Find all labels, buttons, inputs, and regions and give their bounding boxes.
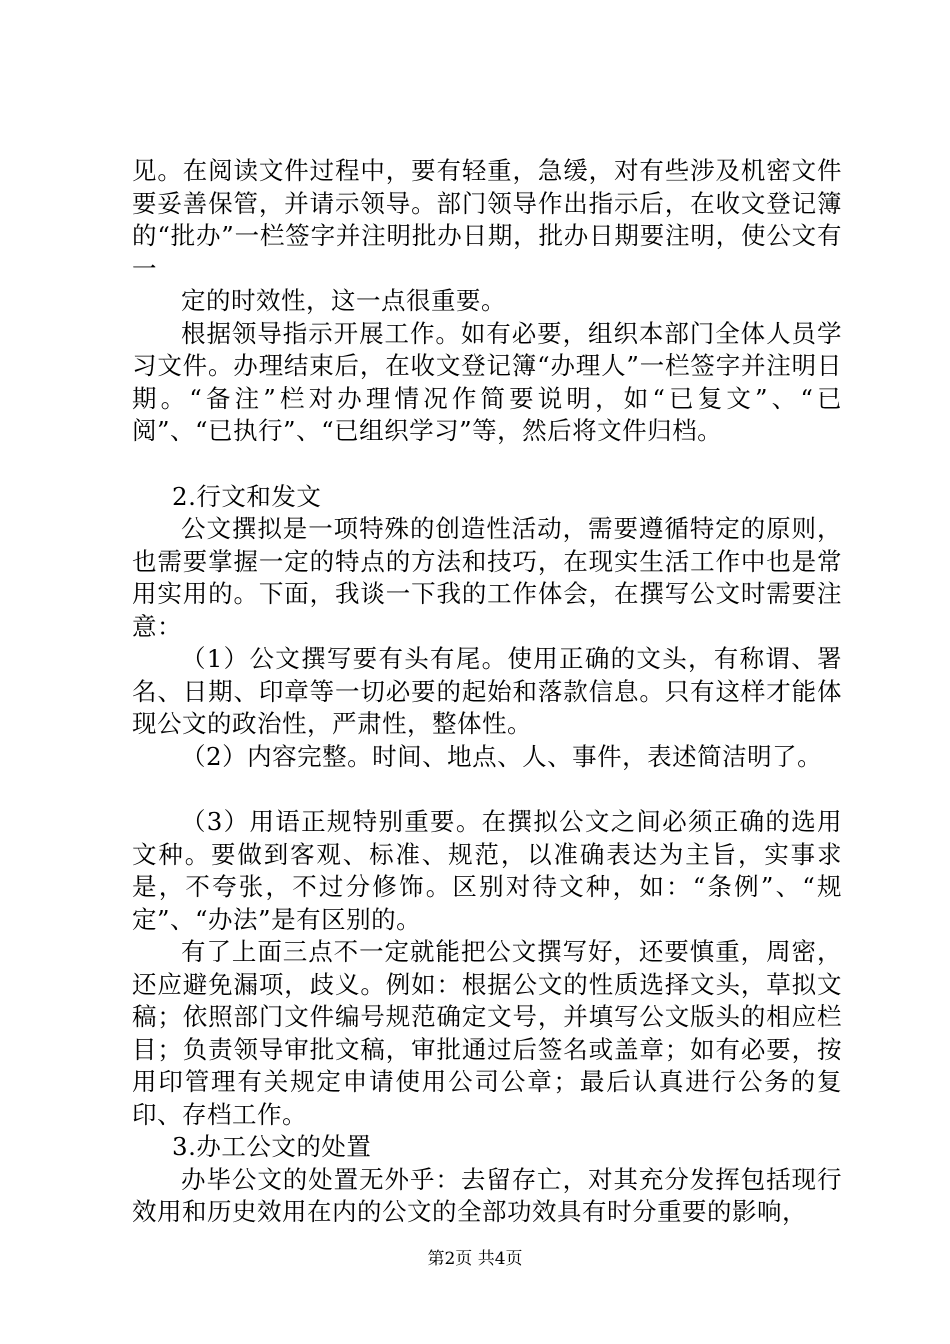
section-heading-2: 2.行文和发文 [172, 481, 322, 511]
paragraph-continuation-2: 定的时效性，这一点很重要。 [181, 286, 506, 315]
paragraph-leader-instructions: 根据领导指示开展工作。如有必要，组织本部门全体人员学习文件。办理结束后，在收文登记簿“办理人”一栏签字并注明日期。“备注”栏对办理情况作简要说明，如“已复文”、“已阅”、“已执行”、“已组织学习”等，然后将文件归档。 [132, 318, 842, 445]
paragraph-point-2: （2）内容完整。时间、地点、人、事件，表述简洁明了。 [181, 741, 823, 771]
page-number-footer: 第2页 共4页 [427, 1249, 523, 1269]
paragraph-disposal: 办毕公文的处置无外乎：去留存亡，对其充分发挥包括现行效用和历史效用在内的公文的全部功效具有时分重要的影响， [132, 1164, 842, 1226]
body-text [132, 155, 842, 1229]
paragraph-point-1: （1）公文撰写要有头有尾。使用正确的文头，有称谓、署名、日期、印章等一切必要的起始和落款信息。只有这样才能体现公文的政治性，严肃性，整体性。 [132, 644, 842, 738]
paragraph-drafting-summary: 有了上面三点不一定就能把公文撰写好，还要慎重，周密，还应避免漏项，歧义。例如：根据公文的性质选择文头，草拟文稿；依照部门文件编号规范确定文号，并填写公文版头的相应栏目；负责领导审批文稿，审批通过后签名或盖章；如有必要，按用印管理有关规定申请使用公司公章；最后认真进行公务的复印、存档工作。 [132, 937, 842, 1129]
section-heading-3: 3.办工公文的处置 [172, 1132, 372, 1161]
paragraph-continuation: 见。在阅读文件过程中，要有轻重，急缓，对有些涉及机密文件要妥善保管，并请示领导。部门领导作出指示后，在收文登记簿的“批办”一栏签字并注明批办日期，批办日期要注明，使公文有一 [132, 156, 842, 283]
paragraph-point-3: （3）用语正规特别重要。在撰拟公文之间必须正确的选用文种。要做到客观、标准、规范，以准确表达为主旨，实事求是，不夸张，不过分修饰。区别对待文种，如：“条例”、“规定”、“办法”是有区别的。 [132, 807, 842, 934]
paragraph-drafting-intro: 公文撰拟是一项特殊的创造性活动，需要遵循特定的原则，也需要掌握一定的特点的方法和技巧，在现实生活工作中也是常用实用的。下面，我谈一下我的工作体会，在撰写公文时需要注意： [132, 514, 842, 641]
